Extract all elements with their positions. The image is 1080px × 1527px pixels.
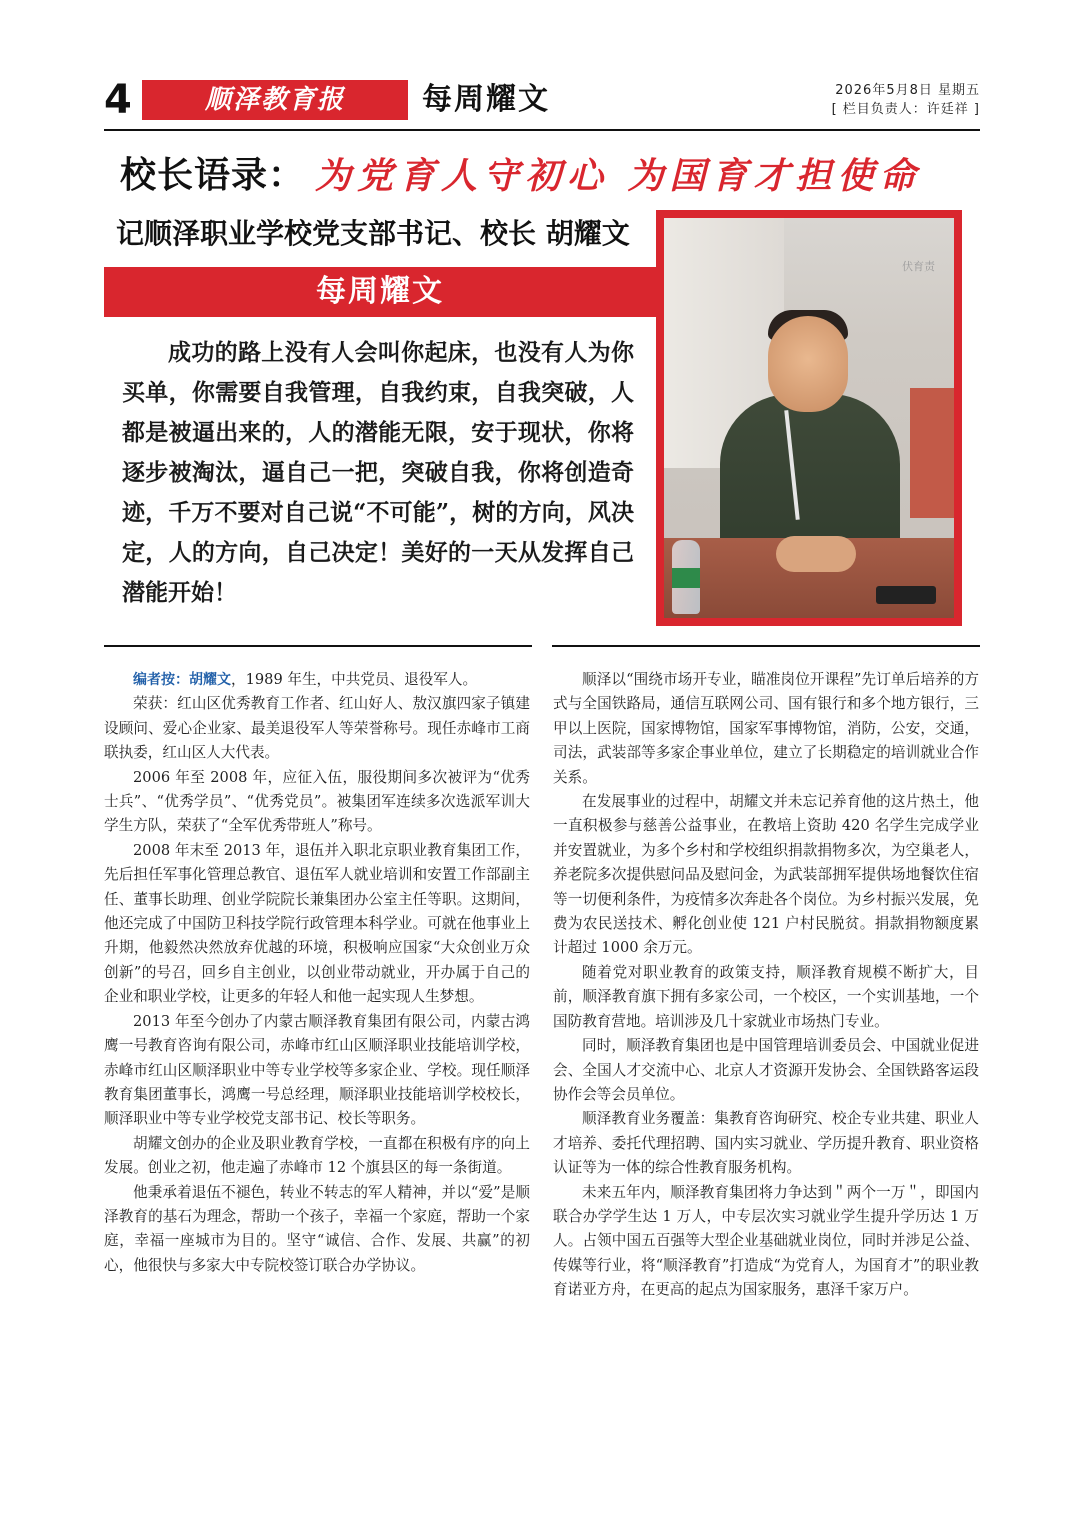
article-paragraph: 随着党对职业教育的政策支持，顺泽教育规模不断扩大，目前，顺泽教育旗下拥有多家公司，一个校区，一个实训基地，一个国防教育营地。培训涉及几十家就业市场热门专业。 (553, 963, 979, 1030)
article-paragraph: 2008 年末至 2013 年，退伍并入职北京职业教育集团工作，先后担任军事化管理总教官、退伍军人就业培训和安置工作部副主任、董事长助理、创业学院院长兼集团办公室主任等职。这期间，他还完成了中国防卫科技学院行政管理本科学业。可就在他事业上升期，他毅然决然放弃优越的环境，积极响应国家“大众创业万众创新”的号召，回乡自主创业，以创业带动就业，开办属于自己的企业和职业学校，让更多的年轻人和他一起实现人生梦想。 (104, 841, 530, 1006)
article-subtitle: 记顺泽职业学校党支部书记、校长 胡耀文 (116, 217, 630, 250)
article-paragraph: 2006 年至 2008 年，应征入伍，服役期间多次被评为“优秀士兵”、“优秀学员”、“优秀党员”。被集团军连续多次选派军训大学生方队，荣获了“全军优秀带班人”称号。 (104, 768, 530, 835)
header-divider (104, 129, 980, 131)
photo-background-wall (910, 388, 954, 518)
page-number: 4 (104, 77, 132, 123)
headline (120, 152, 922, 202)
editor-note-label: 编者按：胡耀文 (133, 672, 231, 688)
photo-person-hands (776, 536, 856, 572)
newspaper-masthead: 顺泽教育报 (142, 80, 408, 120)
article-paragraph: 未来五年内，顺泽教育集团将力争达到＂两个一万＂，即国内联合办学学生达 1 万人，中专层次实习就业学生提升学历达 1 万人。占领中国五百强等大型企业基础就业岗位，同时并涉足公益、传媒等行业，将“顺泽教育”打造成“为党育人，为国育才”的职业教育诺亚方舟，在更高的起点为国家服务，惠泽千家万户。 (553, 1183, 979, 1299)
photo-phone (876, 586, 936, 604)
section-title: 每周耀文 (422, 82, 550, 117)
article-paragraph: 他秉承着退伍不褪色，转业不转志的军人精神，并以“爱”是顺泽教育的基石为理念，帮助一个孩子，幸福一个家庭，帮助一个家庭，幸福一座城市为目的。坚守“诚信、合作、发展、共赢”的初心，他很快与多家大中专院校签订联合办学协议。 (104, 1183, 530, 1274)
right-column-rule (552, 645, 980, 647)
photo-bottle-label (672, 568, 700, 588)
portrait-photo-frame (656, 210, 962, 626)
headline-label: 校长语录： (120, 155, 306, 196)
article-paragraph: 荣获：红山区优秀教育工作者、红山好人、敖汉旗四家子镇建设顾问、爱心企业家、最美退役军人等荣誉称号。现任赤峰市工商联执委，红山区人大代表。 (104, 695, 530, 762)
banner-title: 每周耀文 (316, 274, 444, 309)
editor-note (104, 668, 530, 692)
section-banner (104, 267, 656, 317)
issue-date: 2026年5月8日 星期五 (835, 83, 980, 98)
photo-wall-sign: 伏育责 (902, 260, 935, 273)
article-paragraph: 胡耀文创办的企业及职业教育学校，一直都在积极有序的向上发展。创业之初，他走遍了赤峰市 12 个旗县区的每一条街道。 (104, 1134, 530, 1177)
article-right-column (553, 668, 979, 1303)
article-paragraph: 在发展事业的过程中，胡耀文并未忘记养育他的这片热土，他一直积极参与慈善公益事业，在教培上资助 420 名学生完成学业并安置就业，为多个乡村和学校组织捐款捐物多次，为空巢老人，养老院多次提供慰问品及慰问金，为武装部拥军提供场地餐饮住宿等一切便利条件，为疫情多次奔赴各个岗位。为乡村振兴发展，免费为农民送技术、孵化创业使 121 户村民脱贫。捐款捐物额度累计超过 1000 余万元。 (553, 793, 979, 957)
photo-person-head (768, 316, 848, 412)
column-editor: [ 栏目负责人：许廷祥 ] (831, 102, 980, 117)
article-paragraph: 顺泽以“围绕市场开专业，瞄准岗位开课程”先订单后培养的方式与全国铁路局，通信互联网公司、国有银行和多个地方银行，三甲以上医院，国家博物馆，国家军事博物馆，消防，公安，交通，司法，武装部等多家企事业单位，建立了长期稳定的培训就业合作关系。 (553, 671, 979, 786)
headline-slogan: 为党育人守初心 为国育才担使命 (315, 155, 922, 197)
article-paragraph: 2013 年至今创办了内蒙古顺泽教育集团有限公司，内蒙古鸿鹰一号教育咨询有限公司，赤峰市红山区顺泽职业技能培训学校，赤峰市红山区顺泽职业中等专业学校等多家企业、学校。现任顺泽教育集团董事长，鸿鹰一号总经理，顺泽职业技能培训学校校长，顺泽职业中等专业学校党支部书记、校长等职务。 (104, 1012, 530, 1128)
page-header (104, 76, 980, 126)
article-left-column (104, 668, 530, 1278)
portrait-photo (664, 218, 954, 618)
article-paragraph: 同时，顺泽教育集团也是中国管理培训委员会、中国就业促进会、全国人才交流中心、北京人才资源开发协会、全国铁路客运段协作会等会员单位。 (553, 1037, 979, 1103)
left-column-rule (104, 645, 532, 647)
article-paragraph: 顺泽教育业务覆盖：集教育咨询研究、校企专业共建、职业人才培养、委托代理招聘、国内实习就业、学历提升教育、职业资格认证等为一体的综合性教育服务机构。 (553, 1110, 979, 1177)
editor-note-text: ，1989 年生，中共党员、退役军人。 (231, 671, 478, 688)
principal-quote: 成功的路上没有人会叫你起床，也没有人为你买单，你需要自我管理，自我约束，自我突破，人都是被逼出来的，人的潜能无限，安于现状，你将逐步被淘汰，逼自己一把，突破自我，你将创造奇迹，千万不要对自己说“不可能”，树的方向，风决定，人的方向，自己决定！美好的一天从发挥自己潜能开始！ (122, 339, 634, 606)
